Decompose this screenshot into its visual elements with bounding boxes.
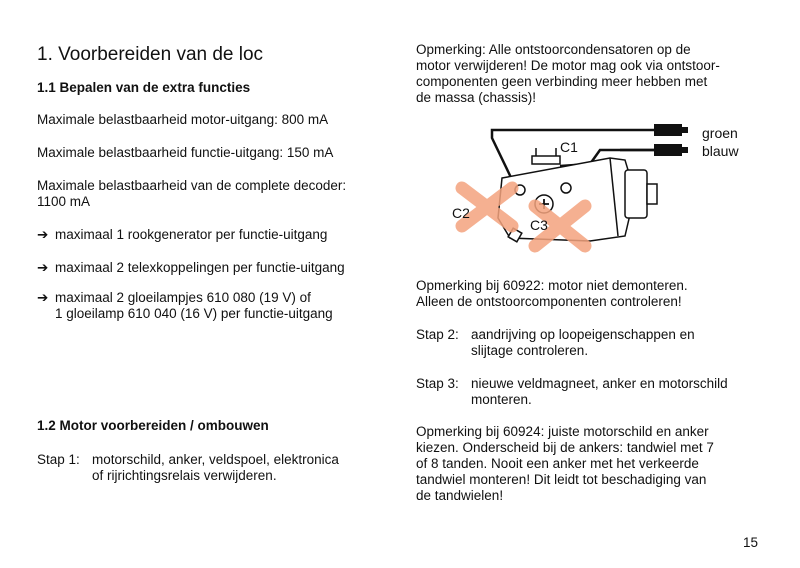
- note-line: motor verwijderen! De motor mag ook via ontstoor-: [416, 58, 720, 73]
- step-text: aandrijving op loopeigenschappen en: [471, 327, 695, 342]
- note-line: componenten geen verbinding meer hebben met: [416, 74, 708, 89]
- arrow-icon: ➔: [37, 227, 49, 242]
- max-decoder-text: Maximale belastbaarheid van de complete decoder:: [37, 178, 347, 193]
- connector-plugs: [654, 124, 688, 156]
- note-line: Opmerking bij 60922: motor niet demonteren.: [416, 278, 688, 293]
- note-capacitors: [416, 42, 720, 106]
- step-text: of rijrichtingsrelais verwijderen.: [92, 468, 277, 483]
- label-c3: C3: [530, 217, 548, 233]
- arrow-icon: ➔: [37, 260, 49, 275]
- step-text: motorschild, anker, veldspoel, elektronica: [92, 452, 339, 467]
- arrow-icon: ➔: [37, 290, 49, 305]
- label-c1: C1: [560, 139, 578, 155]
- step-text: slijtage controleren.: [471, 343, 589, 358]
- bullet-telex-coupling: [37, 260, 345, 276]
- bullet-text: maximaal 1 rookgenerator per functie-uitgang: [55, 227, 328, 242]
- bullet-text: maximaal 2 telexkoppelingen per functie-uitgang: [55, 260, 345, 275]
- max-function-text: Maximale belastbaarheid functie-uitgang: 150 mA: [37, 145, 334, 160]
- label-c2: C2: [452, 205, 470, 221]
- note-line: of 8 tanden. Nooit een anker met het verkeerde: [416, 456, 699, 471]
- motor-body: [498, 148, 657, 242]
- bullet-smoke-generator: [37, 227, 327, 243]
- step-1: [37, 452, 339, 484]
- step-3: [416, 376, 728, 408]
- label-groen: groen: [702, 125, 738, 141]
- note-line: kiezen. Onderscheid bij de ankers: tandwiel met 7: [416, 440, 714, 455]
- step-label: Stap 3:: [416, 376, 459, 391]
- bullet-text: maximaal 2 gloeilampjes 610 080 (19 V) of: [55, 290, 311, 305]
- step-text: monteren.: [471, 392, 532, 407]
- step-label: Stap 1:: [37, 452, 80, 467]
- note-line: tandwiel monteren! Dit leidt tot beschadiging van: [416, 472, 707, 487]
- motor-wiring-diagram: [440, 118, 770, 253]
- note-line: Opmerking bij 60924: juiste motorschild en anker: [416, 424, 709, 439]
- bullet-lamps: [37, 290, 311, 306]
- section-1-2-title: 1.2 Motor voorbereiden / ombouwen: [37, 418, 269, 433]
- step-2: [416, 327, 695, 359]
- page-number: 15: [743, 535, 759, 550]
- note-line: Opmerking: Alle ontstoorcondensatoren op de: [416, 42, 691, 57]
- note-line: de tandwielen!: [416, 488, 504, 503]
- note-line: Alleen de ontstoorcomponenten controleren!: [416, 294, 682, 309]
- bullet-lamps-continued: 1 gloeilamp 610 040 (16 V) per functie-uitgang: [55, 306, 333, 321]
- step-label: Stap 2:: [416, 327, 459, 342]
- label-blauw: blauw: [702, 143, 739, 159]
- note-60924: [416, 424, 714, 504]
- note-60922: [416, 278, 688, 310]
- max-motor-text: Maximale belastbaarheid motor-uitgang: 800 mA: [37, 112, 329, 127]
- page-title: 1. Voorbereiden van de loc: [37, 44, 264, 65]
- step-text: nieuwe veldmagneet, anker en motorschild: [471, 376, 728, 391]
- note-line: de massa (chassis)!: [416, 90, 537, 105]
- section-1-1-title: 1.1 Bepalen van de extra functies: [37, 80, 251, 95]
- max-decoder-value: 1100 mA: [37, 194, 91, 209]
